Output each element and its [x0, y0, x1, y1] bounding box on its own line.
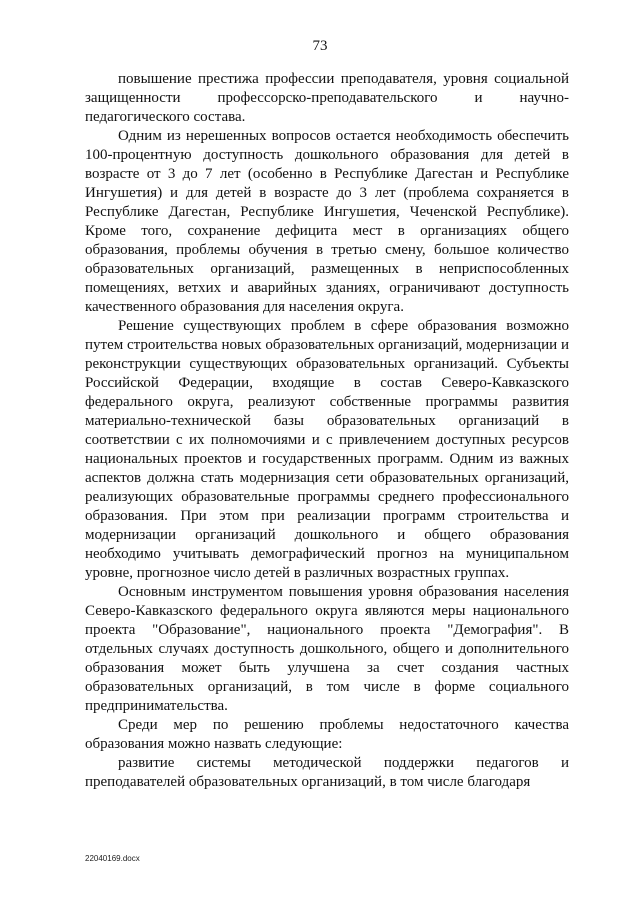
paragraph-2: Одним из нерешенных вопросов остается необходимость обеспечить 100-процентную доступность дошкольного образования для детей в возрасте от 3 до 7 лет (особенно в Республике Дагестан и Республике Ингушетия) и для детей в возрасте до 3 лет (проблема сохраняется в Республике Дагестан, Республике Ингушетия, Чеченской Республике). Кроме того, сохранение дефицита мест в организациях общего образования, проблемы обучения в третью смену, большое количество образовательных организаций, размещенных в неприспособленных помещениях, ветхих и аварийных зданиях, ограничивают доступность качественного образования для населения округа.	[85, 128, 569, 315]
document-body	[85, 70, 569, 792]
paragraph-5: Среди мер по решению проблемы недостаточного качества образования можно назвать следующие:	[85, 717, 569, 752]
paragraph-6: развитие системы методической поддержки педагогов и преподавателей образовательных организаций, в том числе благодаря	[85, 755, 569, 790]
document-file-code: 22040169.docx	[85, 854, 140, 863]
paragraph-3: Решение существующих проблем в сфере образования возможно путем строительства новых образовательных организаций, модернизации и реконструкции существующих образовательных организаций. Субъекты Российской Федерации, входящие в состав Северо-Кавказского федерального округа, реализуют собственные программы развития материально-технической базы образовательных организаций в соответствии с их полномочиями и с привлечением доступных ресурсов национальных проектов и государственных программ. Одним из важных аспектов должна стать модернизация сети образовательных организаций, реализующих образовательные программы среднего профессионального образования. При этом при реализации программ строительства и модернизации организаций дошкольного и общего образования необходимо учитывать демографический прогноз на муниципальном уровне, прогнозное число детей в различных возрастных группах.	[85, 318, 569, 581]
page-number: 73	[312, 38, 328, 54]
paragraph-4: Основным инструментом повышения уровня образования населения Северо-Кавказского федерального округа являются меры национального проекта "Образование", национального проекта "Демография". В отдельных случаях доступность дошкольного, общего и дополнительного образования может быть улучшена за счет создания частных образовательных организаций, в том числе в форме социального предпринимательства.	[85, 584, 569, 714]
paragraph-1: повышение престижа профессии преподавателя, уровня социальной защищенности профессорско-преподавательского и научно-педагогического состава.	[85, 71, 569, 125]
